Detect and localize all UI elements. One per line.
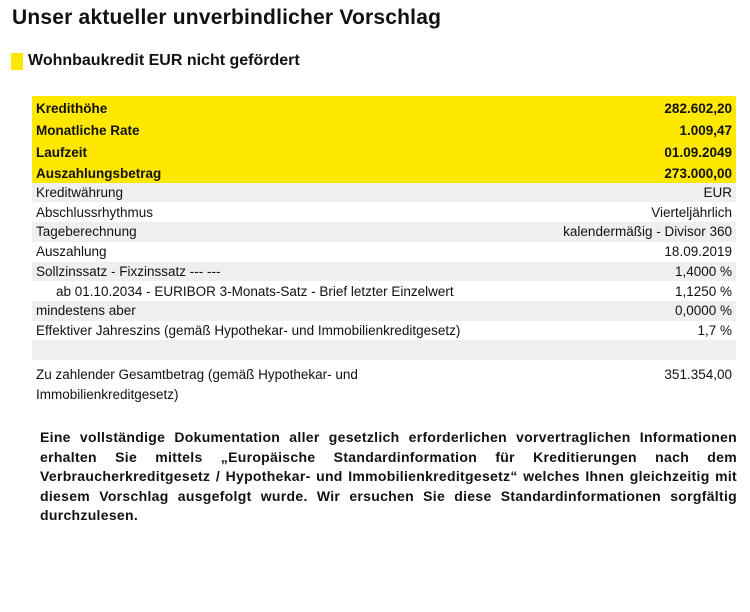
row-label: ab 01.10.2034 - EURIBOR 3-Monats-Satz - Brief letzter Einzelwert — [56, 283, 454, 299]
section-marker — [11, 53, 23, 70]
row-kreditwaehrung — [32, 183, 736, 203]
row-label: Auszahlungsbetrag — [36, 166, 162, 182]
row-gesamtbetrag — [32, 360, 736, 402]
row-value: 0,0000 % — [674, 303, 732, 319]
row-label: Laufzeit — [36, 144, 88, 160]
row-euribor — [32, 281, 736, 301]
row-sollzinssatz — [32, 262, 736, 282]
row-label: Kredithöhe — [36, 101, 108, 117]
disclaimer-text: Eine vollständige Dokumentation aller gesetzlich erforderlichen vorvertraglichen Informationen erhalten Sie mittels „Europäische Standardinformation für Kreditierungen nach dem Verbraucherkreditgesetz / Hypothekar- und Immobilienkreditgesetz“ welches Ihnen gleichzeitig mit diesem Vorschlag ausgefolgt wurde. Wir ersuchen Sie diese Standardinformationen sorgfältig durchzulesen. — [40, 429, 737, 524]
row-mindestens-aber — [32, 301, 736, 321]
row-auszahlung — [32, 242, 736, 262]
row-label: Tageberechnung — [36, 224, 137, 240]
row-value: 1,4000 % — [674, 263, 732, 279]
row-effektiver-jahreszins — [32, 321, 736, 341]
section-heading — [11, 52, 300, 70]
row-value: 01.09.2049 — [664, 144, 732, 160]
row-value: 351.354,00 — [664, 366, 732, 382]
row-value: 1,1250 % — [674, 283, 732, 299]
row-monatliche-rate — [32, 118, 736, 140]
row-laufzeit — [32, 139, 736, 161]
row-value: 273.000,00 — [664, 166, 732, 182]
row-value: 1,7 % — [697, 322, 732, 338]
row-tageberechnung — [32, 222, 736, 242]
row-label: Monatliche Rate — [36, 123, 140, 139]
row-value: kalendermäßig - Divisor 360 — [563, 224, 732, 240]
row-label: Kreditwährung — [36, 185, 124, 201]
row-auszahlungsbetrag — [32, 161, 736, 183]
row-label: Effektiver Jahreszins (gemäß Hypothekar- und Immobilienkreditgesetz) — [36, 322, 461, 338]
section-title: Wohnbaukredit EUR nicht gefördert — [28, 52, 300, 69]
row-abschlussrhythmus — [32, 202, 736, 222]
row-value: 18.09.2019 — [664, 244, 732, 260]
row-value: 282.602,20 — [664, 101, 732, 117]
row-value: EUR — [703, 185, 732, 201]
row-value: 1.009,47 — [679, 123, 732, 139]
row-label: Abschlussrhythmus — [36, 204, 154, 220]
row-kredithoehe — [32, 96, 736, 118]
page-title: Unser aktueller unverbindlicher Vorschlag — [12, 6, 442, 29]
row-label: mindestens aber — [36, 303, 136, 319]
row-spacer — [32, 340, 736, 360]
row-label: Zu zahlender Gesamtbetrag (gemäß Hypothekar- und Immobilienkreditgesetz) — [36, 366, 358, 402]
row-label: Auszahlung — [36, 244, 107, 260]
offer-table — [32, 96, 736, 402]
row-value: Vierteljährlich — [651, 204, 732, 220]
row-label: Sollzinssatz - Fixzinssatz --- --- — [36, 263, 221, 279]
